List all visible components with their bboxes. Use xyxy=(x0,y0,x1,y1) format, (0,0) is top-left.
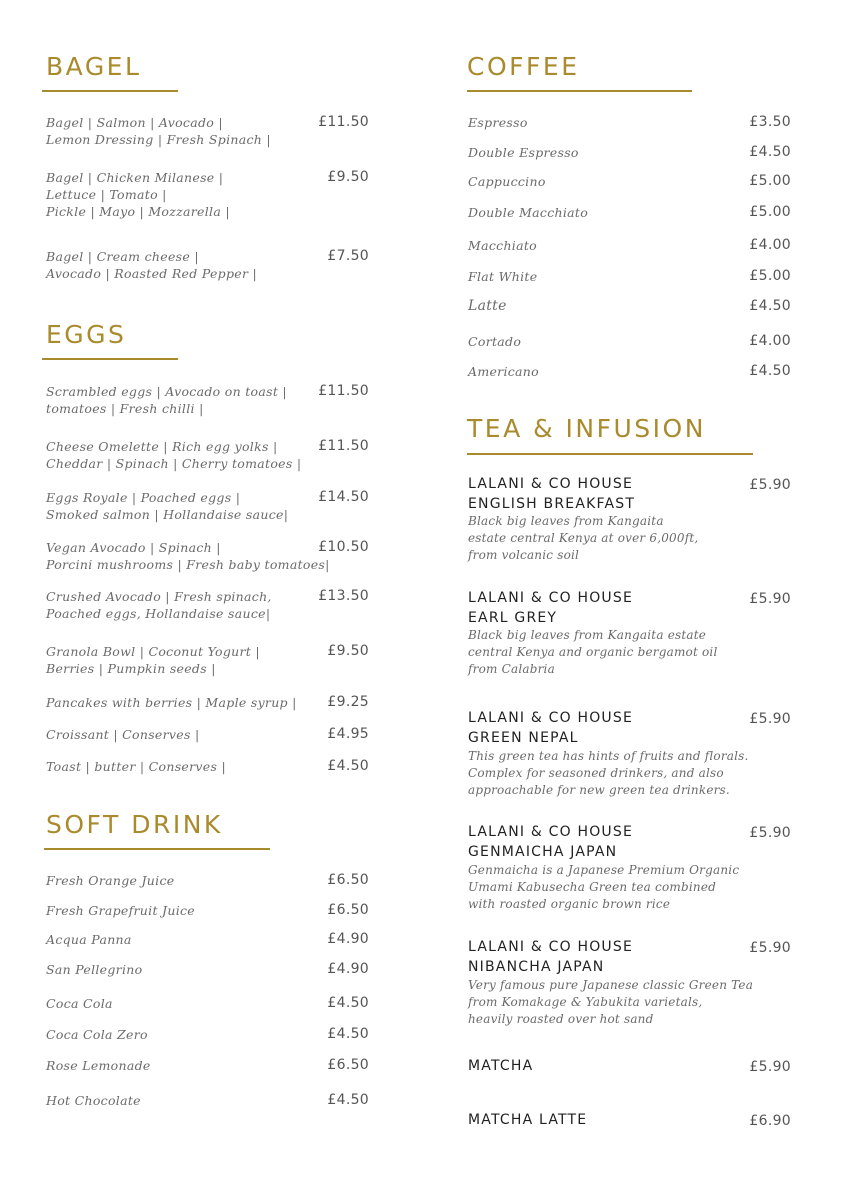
coffee-item-name: Espresso xyxy=(468,115,528,130)
coffee-item-name: Flat White xyxy=(468,269,538,284)
coffee-item-price: £5.00 xyxy=(749,173,791,189)
soft-drink-item-name: San Pellegrino xyxy=(46,962,143,977)
section-divider xyxy=(42,90,178,92)
section-divider xyxy=(467,453,753,455)
bagel-item-name: Bagel | Cream cheese | Avocado | Roasted Red Pepper | xyxy=(46,249,258,281)
coffee-item-name: Macchiato xyxy=(468,238,538,253)
section-title-tea: TEA & INFUSION xyxy=(467,414,706,443)
soft-drink-item-name: Fresh Grapefruit Juice xyxy=(46,903,196,918)
tea-item-price: £5.90 xyxy=(749,940,791,956)
tea-item-description: Very famous pure Japanese classic Green Tea from Komakage & Yabukita varietals, heavily roasted over hot sand xyxy=(468,978,754,1026)
eggs-item-name: Scrambled eggs | Avocado on toast | tomatoes | Fresh chilli | xyxy=(46,384,287,416)
coffee-item-price: £5.00 xyxy=(749,204,791,220)
bagel-item-name: Bagel | Salmon | Avocado | Lemon Dressing | Fresh Spinach | xyxy=(46,115,271,147)
section-title-soft-drink: SOFT DRINK xyxy=(46,810,223,839)
eggs-item-name: Toast | butter | Conserves | xyxy=(46,759,226,774)
soft-drink-item-name: Rose Lemonade xyxy=(46,1058,151,1073)
coffee-item-price: £5.00 xyxy=(749,268,791,284)
tea-item-name: LALANI & CO HOUSE ENGLISH BREAKFAST xyxy=(468,476,636,512)
coffee-item-price: £3.50 xyxy=(749,114,791,130)
soft-drink-item-name: Coca Cola Zero xyxy=(46,1027,148,1042)
tea-item-price: £6.90 xyxy=(749,1113,791,1129)
soft-drink-item-price: £4.50 xyxy=(327,995,369,1011)
coffee-item-price: £4.00 xyxy=(749,333,791,349)
coffee-item-price: £4.50 xyxy=(749,298,791,314)
soft-drink-item-price: £6.50 xyxy=(327,1057,369,1073)
bagel-item-price: £9.50 xyxy=(327,169,369,185)
soft-drink-item-price: £4.90 xyxy=(327,961,369,977)
coffee-item-name: Cortado xyxy=(468,334,522,349)
tea-item-name: MATCHA xyxy=(468,1058,534,1074)
tea-item-name: LALANI & CO HOUSE NIBANCHA JAPAN xyxy=(468,939,633,975)
eggs-item-price: £4.95 xyxy=(327,726,369,742)
soft-drink-item-price: £6.50 xyxy=(327,872,369,888)
tea-item-price: £5.90 xyxy=(749,1059,791,1075)
tea-item-price: £5.90 xyxy=(749,711,791,727)
section-divider xyxy=(42,358,178,360)
soft-drink-item-name: Fresh Orange Juice xyxy=(46,873,175,888)
tea-item-name: LALANI & CO HOUSE GENMAICHA JAPAN xyxy=(468,824,633,860)
tea-item-price: £5.90 xyxy=(749,591,791,607)
soft-drink-item-price: £6.50 xyxy=(327,902,369,918)
eggs-item-price: £11.50 xyxy=(318,438,369,454)
section-divider xyxy=(44,848,270,850)
section-title-eggs: EGGS xyxy=(46,320,127,349)
coffee-item-name: Latte xyxy=(468,298,507,314)
coffee-item-name: Double Macchiato xyxy=(468,205,589,220)
coffee-item-price: £4.00 xyxy=(749,237,791,253)
section-title-bagel: BAGEL xyxy=(46,52,142,81)
tea-item-name: MATCHA LATTE xyxy=(468,1112,588,1128)
section-title-coffee: COFFEE xyxy=(467,52,580,81)
eggs-item-price: £9.25 xyxy=(327,694,369,710)
tea-item-description: This green tea has hints of fruits and florals. Complex for seasoned drinkers, and also approachable for new green tea drinkers. xyxy=(468,749,749,797)
coffee-item-name: Double Espresso xyxy=(468,145,579,160)
eggs-item-price: £10.50 xyxy=(318,539,369,555)
tea-item-description: Black big leaves from Kangaita estate central Kenya at over 6,000ft, from volcanic soil xyxy=(468,514,699,562)
eggs-item-name: Crushed Avocado | Fresh spinach, Poached eggs, Hollandaise sauce| xyxy=(46,589,272,621)
soft-drink-item-name: Hot Chocolate xyxy=(46,1093,141,1108)
soft-drink-item-name: Acqua Panna xyxy=(46,932,132,947)
eggs-item-name: Pancakes with berries | Maple syrup | xyxy=(46,695,297,710)
bagel-item-price: £7.50 xyxy=(327,248,369,264)
tea-item-description: Genmaicha is a Japanese Premium Organic Umami Kabusecha Green tea combined with roasted organic brown rice xyxy=(468,863,740,911)
eggs-item-price: £14.50 xyxy=(318,489,369,505)
tea-item-price: £5.90 xyxy=(749,477,791,493)
section-divider xyxy=(467,90,692,92)
tea-item-name: LALANI & CO HOUSE GREEN NEPAL xyxy=(468,710,633,746)
eggs-item-name: Granola Bowl | Coconut Yogurt | Berries | Pumpkin seeds | xyxy=(46,644,260,676)
eggs-item-price: £13.50 xyxy=(318,588,369,604)
bagel-item-price: £11.50 xyxy=(318,114,369,130)
eggs-item-price: £11.50 xyxy=(318,383,369,399)
tea-item-name: LALANI & CO HOUSE EARL GREY xyxy=(468,590,633,626)
tea-item-description: Black big leaves from Kangaita estate central Kenya and organic bergamot oil from Calabria xyxy=(468,628,718,676)
bagel-item-name: Bagel | Chicken Milanese | Lettuce | Tomato | Pickle | Mayo | Mozzarella | xyxy=(46,170,230,219)
coffee-item-name: Cappuccino xyxy=(468,174,546,189)
eggs-item-name: Vegan Avocado | Spinach | Porcini mushrooms | Fresh baby tomatoes| xyxy=(46,540,330,572)
eggs-item-name: Eggs Royale | Poached eggs | Smoked salmon | Hollandaise sauce| xyxy=(46,490,289,522)
coffee-item-price: £4.50 xyxy=(749,144,791,160)
coffee-item-price: £4.50 xyxy=(749,363,791,379)
soft-drink-item-price: £4.50 xyxy=(327,1026,369,1042)
eggs-item-price: £4.50 xyxy=(327,758,369,774)
eggs-item-name: Cheese Omelette | Rich egg yolks | Cheddar | Spinach | Cherry tomatoes | xyxy=(46,439,302,471)
soft-drink-item-name: Coca Cola xyxy=(46,996,113,1011)
coffee-item-name: Americano xyxy=(468,364,539,379)
soft-drink-item-price: £4.50 xyxy=(327,1092,369,1108)
soft-drink-item-price: £4.90 xyxy=(327,931,369,947)
eggs-item-name: Croissant | Conserves | xyxy=(46,727,200,742)
eggs-item-price: £9.50 xyxy=(327,643,369,659)
tea-item-price: £5.90 xyxy=(749,825,791,841)
